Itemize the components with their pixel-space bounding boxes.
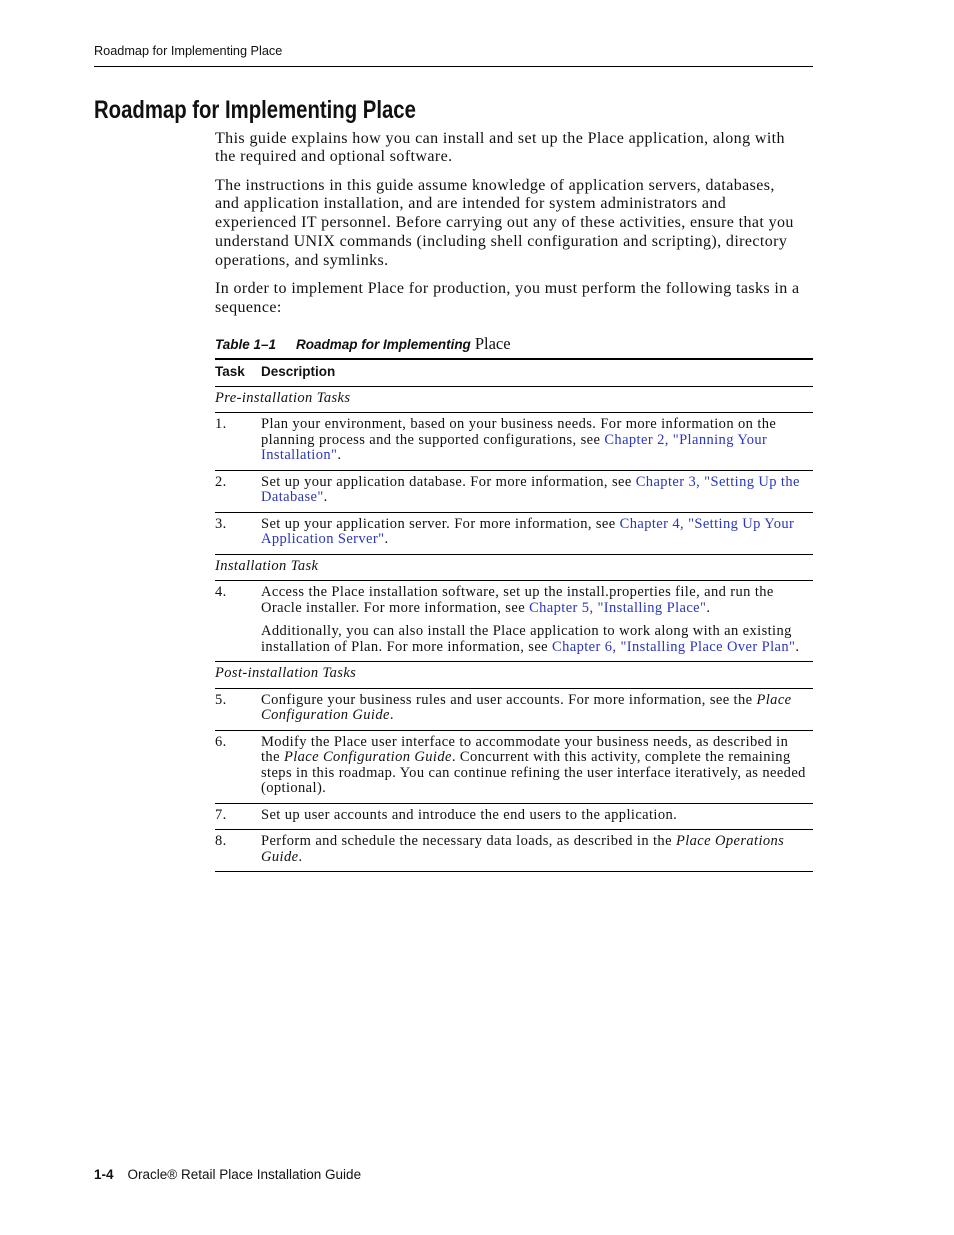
cross-reference-link[interactable]: Chapter 4, "Setting Up Your Application Server": [261, 515, 795, 547]
table-row: [215, 804, 813, 831]
table-header: [215, 360, 813, 387]
task-number: 8.: [215, 830, 261, 872]
book-title: Place Configuration Guide: [283, 749, 452, 765]
page-footer: [94, 1167, 361, 1183]
task-number: 6.: [215, 731, 261, 804]
column-header-description: Description: [261, 360, 813, 387]
table-row: [215, 413, 813, 471]
description-paragraph: [261, 624, 813, 655]
table-row: [215, 471, 813, 513]
description-text: Configure your business rules and user accounts. For more information, see the: [261, 691, 757, 708]
intro-paragraph: The instructions in this guide assume knowledge of application servers, databases, and application installation, and are intended for system administrators and experienced IT personnel. Before carrying out any of these activities, ensure that you understand UNIX commands (including shell configuration and scripting), directory operations, and symlinks.: [215, 176, 794, 269]
description-paragraph: [261, 834, 813, 865]
description-paragraph: [261, 585, 813, 616]
description-text: Perform and schedule the necessary data loads, as described in the: [261, 833, 676, 849]
table-caption-product: Place: [474, 334, 511, 353]
description-paragraph: [261, 693, 813, 724]
column-header-task: Task: [215, 360, 261, 387]
book-title: Place Operations Guide: [261, 833, 785, 865]
task-description: [261, 689, 813, 731]
roadmap-table: [215, 358, 813, 872]
footer-book-title: Oracle® Retail Place Installation Guide: [127, 1167, 362, 1182]
table-header-row: [215, 360, 813, 387]
task-description: [261, 731, 813, 804]
task-number: 4.: [215, 581, 261, 662]
description-text: Set up your application database. For more information, see: [261, 473, 636, 490]
cross-reference-link[interactable]: Chapter 2, "Planning Your Installation": [261, 431, 768, 463]
description-text: Plan your environment, based on your business needs. For more information on the planning process and the supported configurations, see: [261, 416, 777, 448]
book-title: Place Configuration Guide: [261, 691, 792, 723]
description-paragraph: [261, 475, 813, 506]
task-description: [261, 513, 813, 555]
description-text: . Concurrent with this activity, complete the remaining steps in this roadmap. You can continue refining the user interface iteratively, as needed (optional).: [261, 749, 806, 796]
description-text: Set up user accounts and introduce the end users to the application.: [261, 806, 678, 823]
table-caption-title: Roadmap for Implementing: [296, 337, 471, 352]
description-text: Set up your application server. For more information, see: [261, 515, 620, 532]
table-row: [215, 830, 813, 872]
task-number: 5.: [215, 689, 261, 731]
roadmap-table-body: [215, 387, 813, 873]
task-description: [261, 471, 813, 513]
table-section-row: [215, 387, 813, 414]
description-text: Additionally, you can also install the Place application to work along with an existing installation of Plan. For more information, see: [261, 623, 792, 655]
description-paragraph: [261, 808, 813, 824]
table-row: [215, 513, 813, 555]
description-text: .: [384, 531, 389, 547]
table-row: [215, 581, 813, 662]
task-number: 7.: [215, 804, 261, 831]
description-text: .: [337, 447, 342, 463]
running-header: Roadmap for Implementing Place: [94, 44, 283, 58]
task-description: [261, 413, 813, 471]
description-text: .: [706, 599, 711, 616]
task-description: [261, 804, 813, 831]
footer-page-number: 1-4: [94, 1167, 114, 1182]
section-title: Pre-installation Tasks: [215, 387, 813, 414]
intro-paragraph: This guide explains how you can install and set up the Place application, along with the required and optional software.: [215, 129, 785, 166]
cross-reference-link[interactable]: Chapter 3, "Setting Up the Database": [261, 473, 800, 505]
description-paragraph: [261, 517, 813, 548]
table-section-row: [215, 662, 813, 689]
intro-paragraph: In order to implement Place for production, you must perform the following tasks in a sequence:: [215, 280, 800, 316]
intro-section: [215, 130, 813, 328]
table-caption-label: Table 1–1: [215, 337, 277, 352]
section-title: Post-installation Tasks: [215, 662, 813, 689]
table-caption: [215, 335, 511, 353]
description-text: .: [323, 489, 328, 505]
description-paragraph: [261, 735, 813, 797]
description-text: .: [795, 638, 800, 655]
cross-reference-link[interactable]: Chapter 5, "Installing Place": [529, 599, 707, 616]
description-text: .: [389, 707, 394, 723]
task-number: 1.: [215, 413, 261, 471]
description-text: .: [298, 848, 303, 865]
table-section-row: [215, 555, 813, 582]
cross-reference-link[interactable]: Chapter 6, "Installing Place Over Plan": [552, 638, 796, 655]
section-title: Installation Task: [215, 555, 813, 582]
description-text: Modify the Place user interface to accommodate your business needs, as described in the: [261, 733, 789, 765]
table-row: [215, 731, 813, 804]
task-number: 2.: [215, 471, 261, 513]
task-description: [261, 830, 813, 872]
task-description: [261, 581, 813, 662]
task-number: 3.: [215, 513, 261, 555]
page-title: Roadmap for Implementing Place: [94, 96, 416, 124]
table-row: [215, 689, 813, 731]
description-text: Access the Place installation software, set up the install.properties file, and run the Oracle installer. For more information, see: [261, 584, 774, 616]
description-paragraph: [261, 417, 813, 464]
header-rule: [94, 66, 813, 67]
